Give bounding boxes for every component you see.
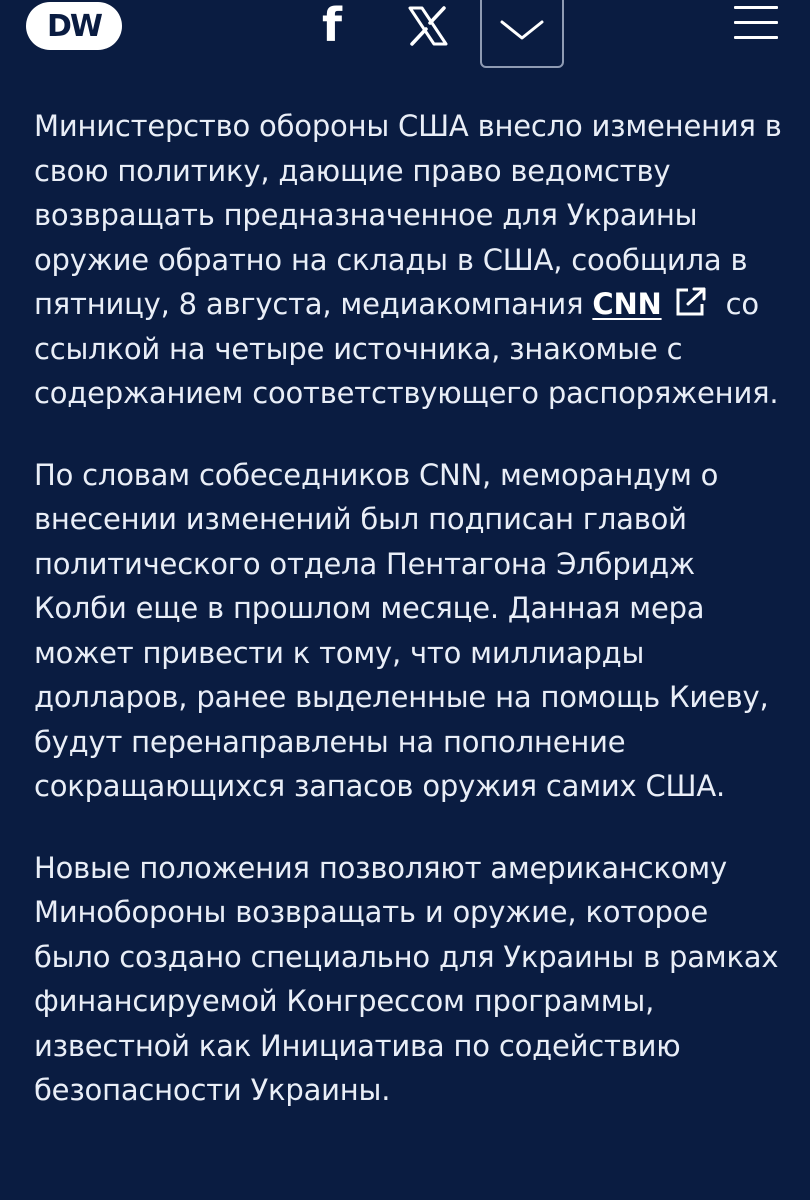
x-icon[interactable] <box>406 4 450 48</box>
menu-bar <box>734 6 778 9</box>
article-paragraph-3: Новые положения позволяют американскому Минобороны возвращать и оружие, которое было создано специально для Украины в рамках финансируемой Конгрессом программы, известной как Инициатива по содействию безопасности Украины. <box>34 850 779 1107</box>
facebook-icon[interactable] <box>312 0 352 50</box>
external-link-icon[interactable] <box>674 286 708 318</box>
article-body <box>34 104 784 1150</box>
article-paragraph-1 <box>34 104 784 416</box>
hamburger-menu-icon[interactable] <box>734 6 780 46</box>
logo-text: DW <box>47 8 101 44</box>
cnn-link[interactable]: CNN <box>592 287 662 321</box>
menu-bar <box>734 36 778 39</box>
site-header <box>0 0 810 72</box>
facebook-glyph: f <box>321 0 342 52</box>
paragraph-text: Министерство обороны США внесло изменения в свою политику, дающие право ведомству возвращать предназначенное для Украины оружие обратно на склады в США, сообщила в пятницу, 8 августа, медиакомпания <box>34 109 782 321</box>
chevron-down-icon <box>498 16 546 44</box>
menu-bar <box>734 21 778 24</box>
share-more-button[interactable] <box>480 0 564 68</box>
dw-logo[interactable] <box>26 2 122 50</box>
paragraph-text: со ссылкой на четыре источника, знакомые с содержанием соответствующего распоряжения. <box>34 287 779 410</box>
article-paragraph-2: По словам собеседников CNN, меморандум о внесении изменений был подписан главой политического отдела Пентагона Элбридж Колби еще в прошлом месяце. Данная мера может привести к тому, что миллиарды долларов, ранее выделенные на помощь Киеву, будут перенаправлены на пополнение сокращающихся запасов оружия самих США. <box>34 457 769 803</box>
